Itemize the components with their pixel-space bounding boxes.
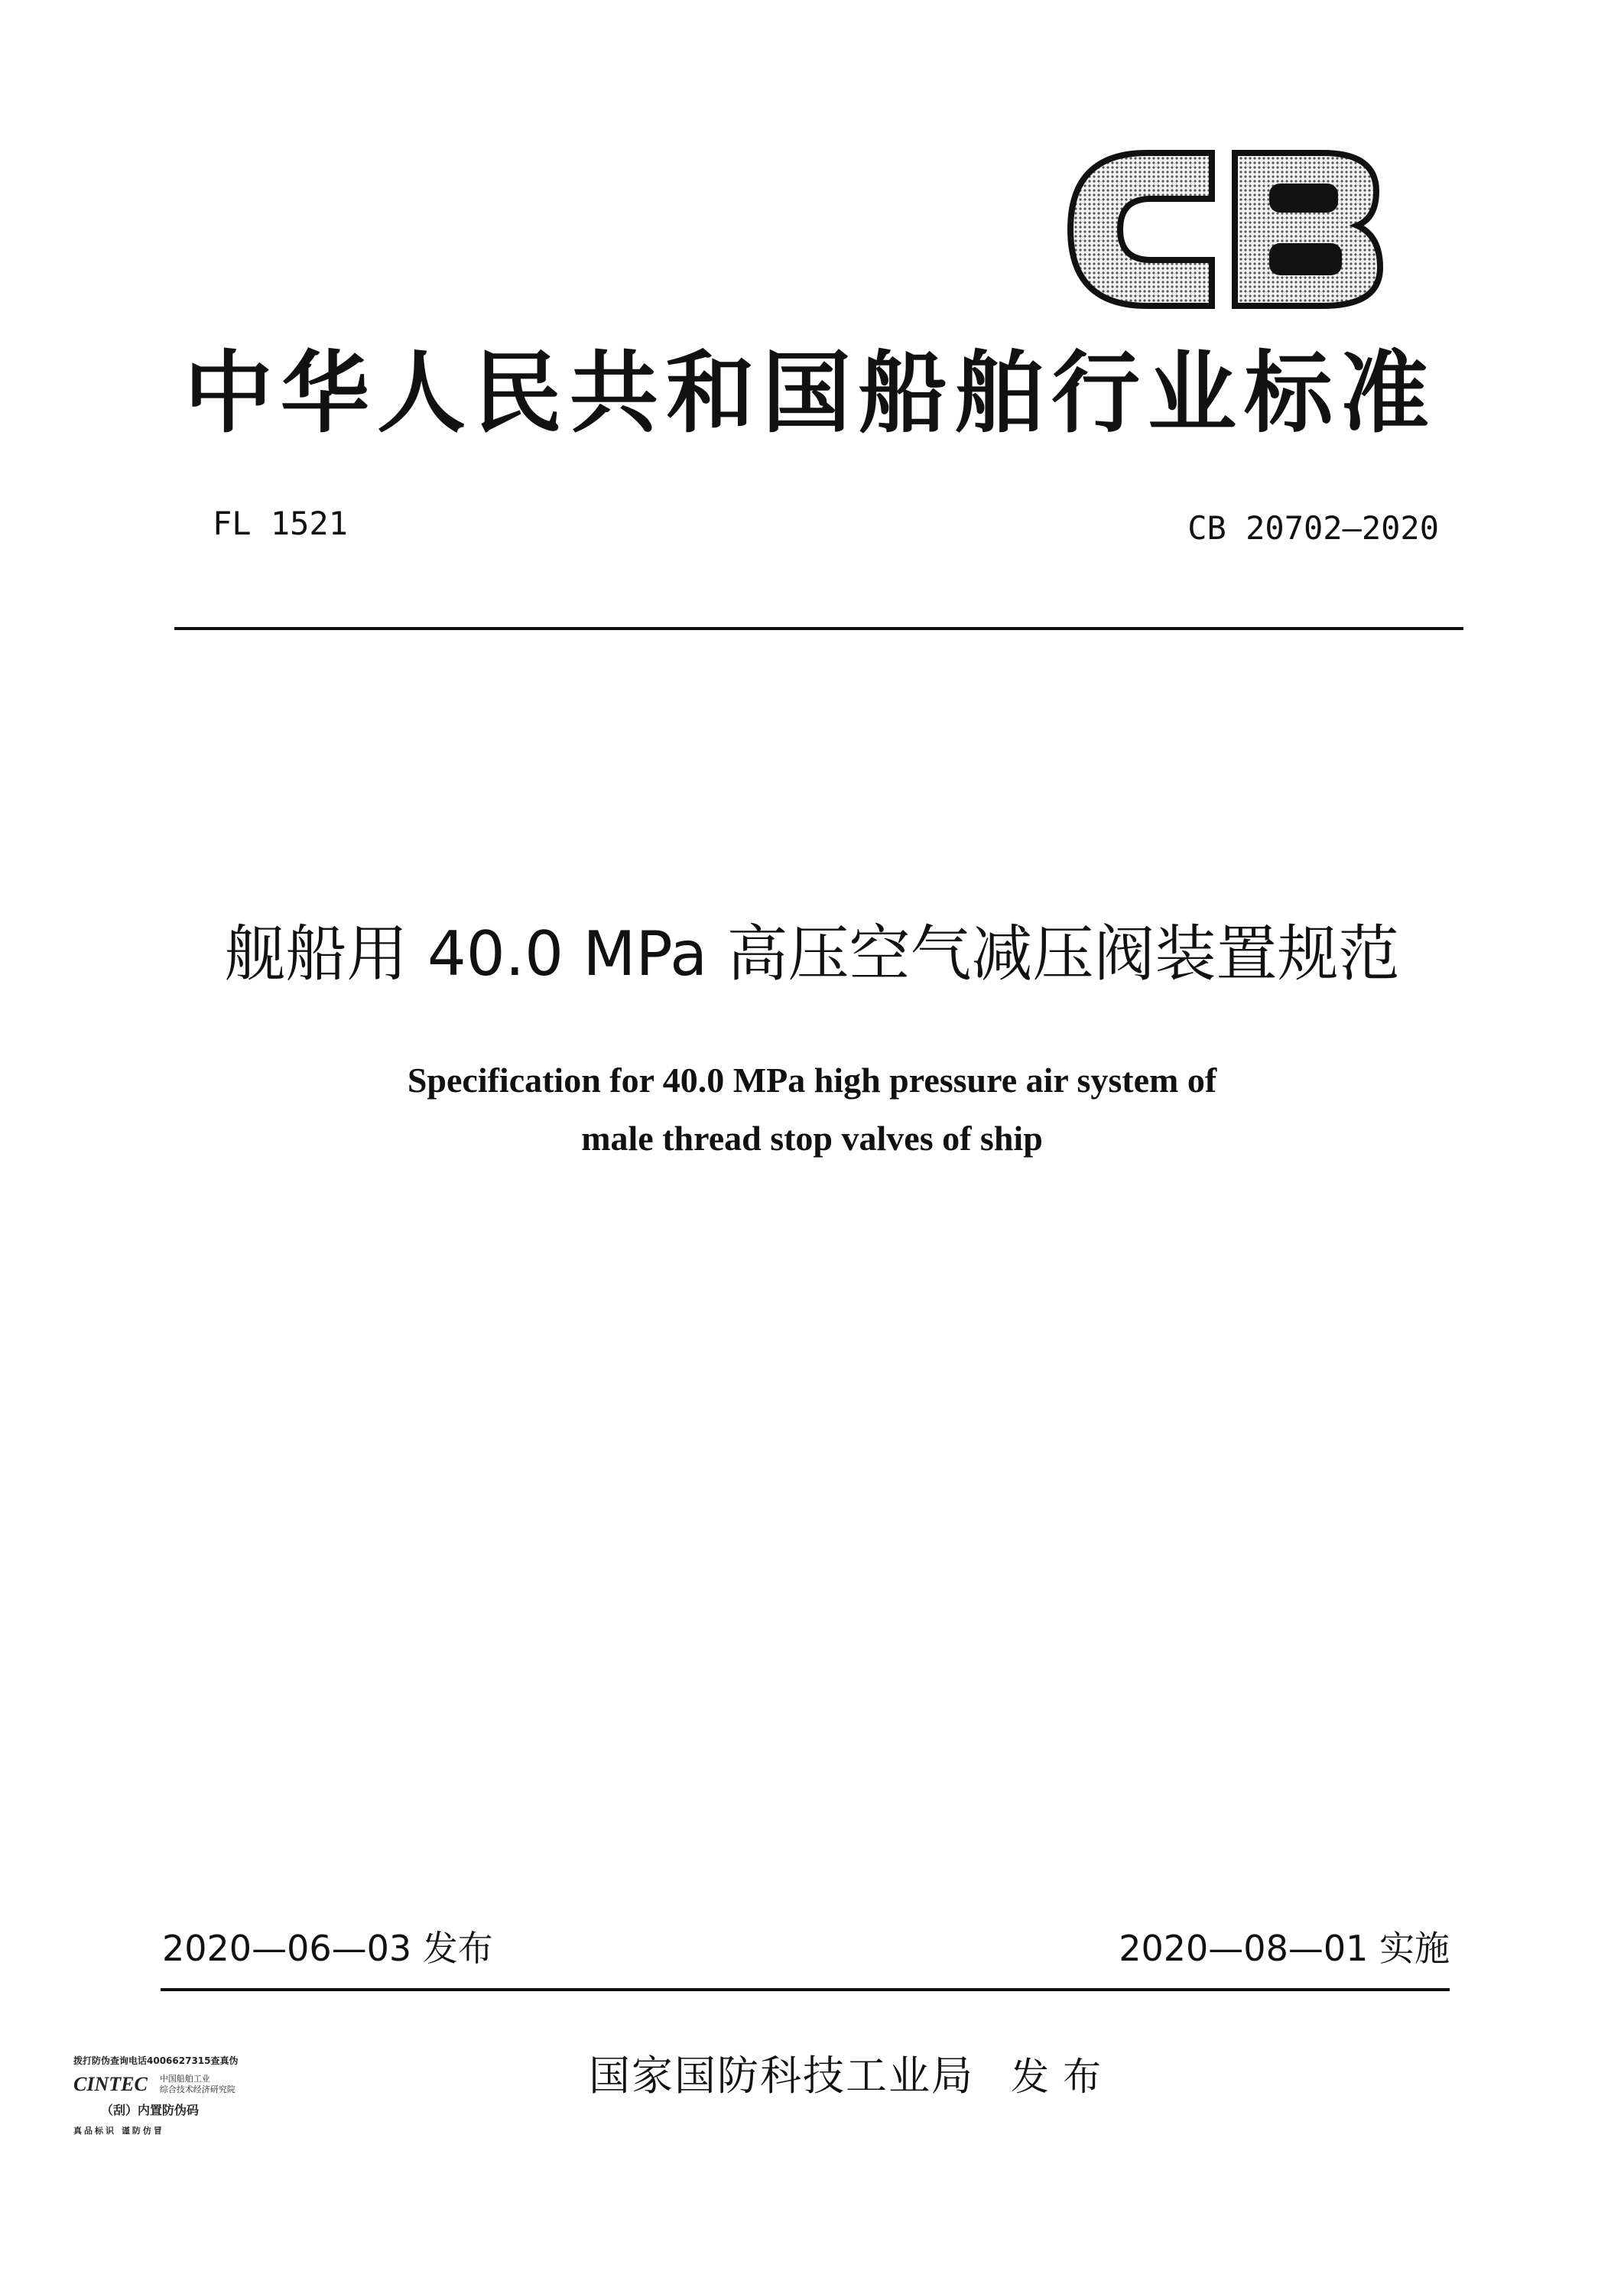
english-title-line-2: male thread stop valves of ship (581, 1119, 1043, 1158)
bottom-divider (161, 1988, 1450, 1991)
stamp-hotline: 拨打防伪查询电话4006627315查真伪 (73, 2055, 239, 2066)
standard-number: CB 20702—2020 (1187, 509, 1439, 547)
cb-logo (1055, 138, 1392, 321)
publish-date: 2020—06—03 发布 (162, 1928, 493, 1969)
anti-counterfeit-stamp (73, 2054, 272, 2136)
org-title: 中华人民共和国船舶行业标准 (184, 342, 1437, 445)
stamp-authentic-note: 真品标识 谨防仿冒 (73, 2126, 164, 2136)
logo-letter-b (1235, 153, 1380, 306)
stamp-brand: CINTEC (73, 2073, 148, 2095)
logo-letter-c (1070, 153, 1212, 306)
issuing-action: 发布 (1011, 2055, 1115, 2099)
stamp-org (160, 2074, 235, 2095)
issuing-authority: 国家国防科技工业局 (589, 2052, 974, 2100)
classification-code: FL 1521 (213, 505, 349, 542)
chinese-title: 舰船用 40.0 MPa 高压空气减压阀装置规范 (224, 918, 1400, 989)
top-divider (174, 627, 1463, 630)
stamp-code-note: （刮）内置防伪码 (101, 2103, 200, 2117)
stamp-org-line-2: 综合技术经济研究院 (159, 2084, 235, 2094)
implementation-date: 2020—08—01 实施 (1119, 1928, 1450, 1969)
english-title (153, 1051, 1471, 1168)
stamp-org-line-1: 中国船舶工业 (159, 2074, 210, 2084)
english-title-line-1: Specification for 40.0 MPa high pressure air system of (407, 1061, 1217, 1100)
